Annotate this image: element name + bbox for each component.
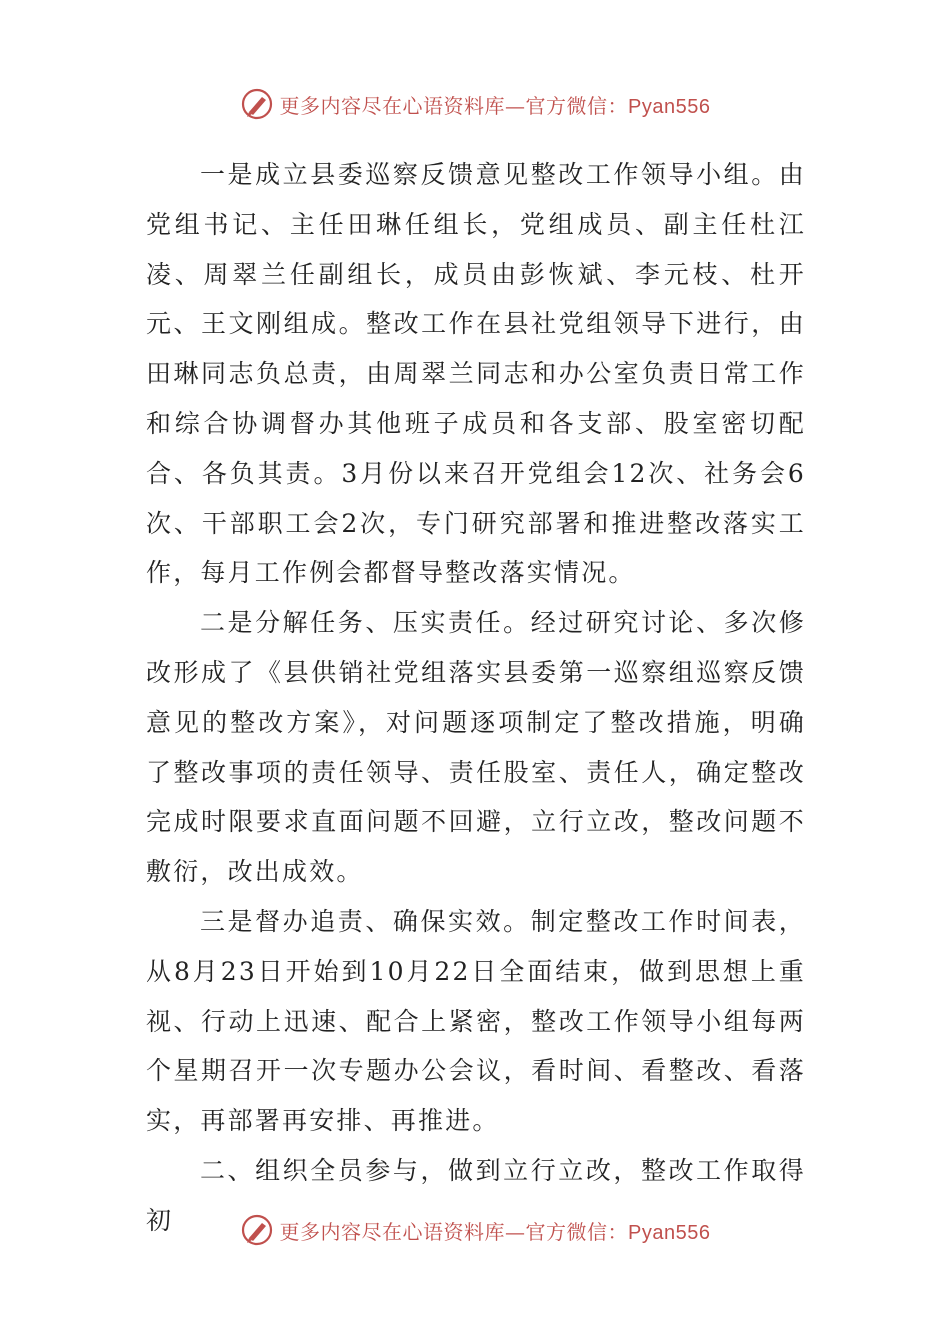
paragraph-2: 二是分解任务、压实责任。经过研究讨论、多次修改形成了《县供销社党组落实县委第一巡察组巡察反馈意见的整改方案》，对问题逐项制定了整改措施，明确了整改事项的责任领导、责任股室、责任人，确定整改完成时限要求直面问题不回避，立行立改，整改问题不敷衍，改出成效。 — [146, 608, 806, 887]
header-watermark-banner — [0, 84, 950, 124]
paragraph-1: 一是成立县委巡察反馈意见整改工作领导小组。由党组书记、主任田琳任组长，党组成员、副主任杜江凌、周翠兰任副组长，成员由彭恢斌、李元枝、杜开元、王文刚组成。整改工作在县社党组领导下进行，由田琳同志负总责，由周翠兰同志和办公室负责日常工作和综合协调督办其他班子成员和各支部、股室密切配合、各负其责。3月份以来召开党组会12次、社务会6次、干部职工会2次，专门研究部署和推进整改落实工作，每月工作例会都督导整改落实情况。 — [146, 160, 806, 588]
footer-watermark-banner — [0, 1210, 950, 1250]
footer-watermark-handle: Pyan556 — [628, 1221, 711, 1244]
header-watermark-text — [280, 90, 711, 119]
footer-watermark-prefix: 更多内容尽在心语资料库—官方微信： — [279, 1219, 629, 1244]
paragraph-4: 二、组织全员参与，做到立行立改，整改工作取得初 — [146, 1155, 806, 1235]
header-watermark-handle: Pyan556 — [628, 95, 711, 118]
footer-watermark-text — [280, 1216, 711, 1245]
document-body — [146, 150, 806, 1246]
pen-logo-icon — [240, 87, 274, 121]
paragraph-3: 三是督办追责、确保实效。制定整改工作时间表，从8月23日开始到10月22日全面结束，做到思想上重视、行动上迅速、配合上紧密，整改工作领导小组每两个星期召开一次专题办公会议，看时间、看整改、看落实，再部署再安排、再推进。 — [146, 906, 806, 1136]
header-watermark-prefix: 更多内容尽在心语资料库—官方微信： — [279, 93, 629, 118]
pen-logo-icon — [240, 1213, 274, 1247]
